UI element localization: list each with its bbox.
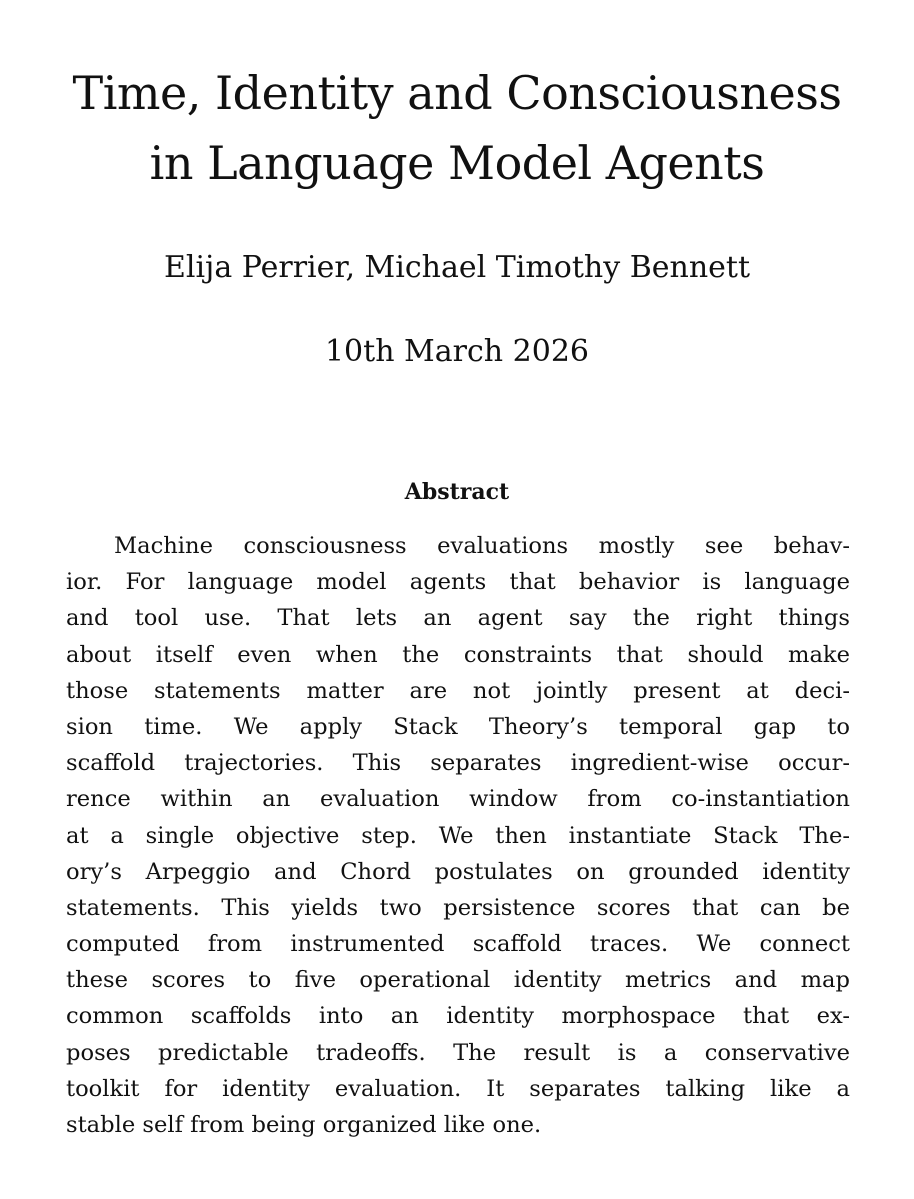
abstract-line: computed from instrumented scaffold traces. We connect (66, 931, 850, 958)
abstract-line: statements. This yields two persistence scores that can be (66, 894, 850, 921)
abstract-line: ory’s Arpeggio and Chord postulates on grounded identity (66, 858, 850, 885)
abstract-line: and tool use. That lets an agent say the right things (66, 605, 850, 632)
abstract-body (66, 528, 850, 1143)
paper-authors: Elija Perrier, Michael Timothy Bennett (163, 250, 751, 285)
abstract-line: poses predictable tradeoffs. The result is a conservative (66, 1039, 850, 1066)
abstract-line: common scaffolds into an identity morphospace that ex- (66, 1003, 850, 1030)
abstract-line: sion time. We apply Stack Theory’s temporal gap to (66, 713, 850, 740)
paper-title-line-2: in Language Model Agents (149, 136, 765, 190)
paper-date: 10th March 2026 (324, 334, 590, 369)
abstract-heading: Abstract (404, 479, 510, 505)
abstract-line: scaffold trajectories. This separates ingredient-wise occur- (66, 750, 850, 777)
paper-title-line-1: Time, Identity and Consciousness (72, 66, 842, 120)
abstract-line: rence within an evaluation window from co-instantiation (66, 786, 850, 813)
abstract-line: toolkit for identity evaluation. It separates talking like a (66, 1075, 850, 1102)
abstract-line: stable self from being organized like one. (66, 1112, 542, 1138)
abstract-line: at a single objective step. We then instantiate Stack The- (66, 822, 850, 849)
abstract-line: ior. For language model agents that behavior is language (66, 569, 850, 596)
abstract-line: those statements matter are not jointly present at deci- (66, 677, 850, 704)
abstract-line: about itself even when the constraints that should make (66, 641, 850, 668)
abstract-line: Machine consciousness evaluations mostly see behav- (114, 533, 850, 559)
paper-title (0, 58, 914, 198)
abstract-line: these scores to five operational identity metrics and map (66, 967, 850, 994)
